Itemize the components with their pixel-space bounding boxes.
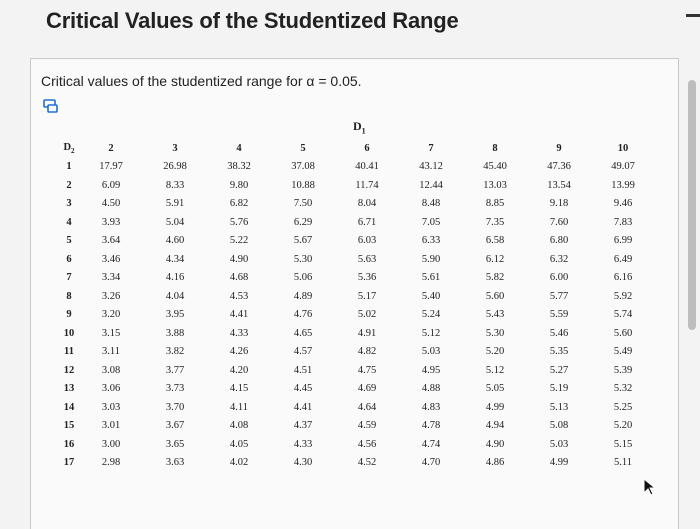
- table-cell: 5.03: [549, 438, 569, 450]
- table-row: [59, 195, 655, 214]
- table-cell: 4.15: [229, 383, 249, 395]
- mouse-pointer-icon: [643, 478, 657, 496]
- row-header: 8: [66, 290, 72, 302]
- table-cell: 9.46: [613, 198, 633, 210]
- row-header: 12: [63, 364, 75, 376]
- row-header: 1: [66, 161, 72, 173]
- table-cell: 4.56: [357, 438, 377, 450]
- table-row: [59, 454, 655, 473]
- table-cell: 5.08: [549, 420, 569, 432]
- table-cell: 4.74: [421, 438, 441, 450]
- header-row: [59, 139, 655, 158]
- table-cell: 5.60: [485, 290, 505, 302]
- table-cell: 4.94: [485, 420, 505, 432]
- table-cell: 4.68: [229, 272, 249, 284]
- table-cell: 4.52: [357, 457, 377, 469]
- table-cell: 6.71: [357, 216, 377, 228]
- table-cell: 4.88: [421, 383, 441, 395]
- table-cell: 5.82: [485, 272, 505, 284]
- table-cell: 4.59: [357, 420, 377, 432]
- table-cell: 13.99: [611, 179, 635, 191]
- table-cell: 5.13: [549, 401, 569, 413]
- row-header: 14: [63, 401, 75, 413]
- table-cell: 6.33: [421, 235, 441, 247]
- table-cell: 4.75: [357, 364, 377, 376]
- table-cell: 4.65: [293, 327, 313, 339]
- table-cell: 5.74: [613, 309, 633, 321]
- table-caption: Critical values of the studentized range for α = 0.05.: [41, 73, 362, 89]
- table-cell: 4.91: [357, 327, 377, 339]
- table-cell: 5.77: [549, 290, 569, 302]
- table-row: [59, 176, 655, 195]
- table-cell: 5.36: [357, 272, 377, 284]
- table-cell: 6.29: [293, 216, 313, 228]
- column-header: 7: [428, 142, 434, 154]
- table-cell: 3.93: [101, 216, 121, 228]
- table-cell: 4.99: [485, 401, 505, 413]
- row-header: 10: [63, 327, 75, 339]
- table-cell: 13.54: [547, 179, 571, 191]
- table-cell: 8.85: [485, 198, 505, 210]
- column-header: 2: [108, 142, 114, 154]
- table-cell: 3.08: [101, 364, 121, 376]
- table-cell: 6.58: [485, 235, 505, 247]
- table-cell: 6.99: [613, 235, 633, 247]
- table-cell: 5.32: [613, 383, 633, 395]
- studentized-range-table: [59, 139, 655, 472]
- table-cell: 6.12: [485, 253, 505, 265]
- table-cell: 6.00: [549, 272, 569, 284]
- table-cell: 37.08: [291, 161, 315, 173]
- table-cell: 4.99: [549, 457, 569, 469]
- table-cell: 3.01: [101, 420, 121, 432]
- table-cell: 3.15: [101, 327, 121, 339]
- table-cell: 6.16: [613, 272, 633, 284]
- table-cell: 4.64: [357, 401, 377, 413]
- table-row: [59, 287, 655, 306]
- table-cell: 6.49: [613, 253, 633, 265]
- table-cell: 5.12: [421, 327, 441, 339]
- table-cell: 4.60: [165, 235, 185, 247]
- table-cell: 5.20: [485, 346, 505, 358]
- table-cell: 5.30: [293, 253, 313, 265]
- table-cell: 3.64: [101, 235, 121, 247]
- row-header: 17: [63, 457, 75, 469]
- table-cell: 5.67: [293, 235, 313, 247]
- table-row: [59, 435, 655, 454]
- table-cell: 40.41: [355, 161, 379, 173]
- row-header: 13: [63, 383, 75, 395]
- table-cell: 6.09: [101, 179, 121, 191]
- table-cell: 4.41: [229, 309, 249, 321]
- copy-icon[interactable]: [43, 99, 59, 113]
- table-row: [59, 324, 655, 343]
- table-cell: 4.04: [165, 290, 185, 302]
- table-cell: 4.05: [229, 438, 249, 450]
- table-cell: 5.49: [613, 346, 633, 358]
- table-cell: 47.36: [547, 161, 571, 173]
- row-header: 5: [66, 235, 72, 247]
- table-cell: 5.06: [293, 272, 313, 284]
- table-cell: 4.33: [229, 327, 249, 339]
- table-cell: 3.00: [101, 438, 121, 450]
- table-cell: 5.27: [549, 364, 569, 376]
- row-header: 16: [63, 438, 75, 450]
- table-cell: 5.30: [485, 327, 505, 339]
- table-cell: 10.88: [291, 179, 315, 191]
- row-header: 6: [66, 253, 72, 265]
- table-cell: 5.11: [614, 457, 632, 469]
- table-cell: 4.90: [485, 438, 505, 450]
- table-cell: 8.48: [421, 198, 441, 210]
- table-cell: 4.69: [357, 383, 377, 395]
- table-cell: 3.63: [165, 457, 185, 469]
- table-cell: 3.88: [165, 327, 185, 339]
- table-cell: 2.98: [101, 457, 121, 469]
- table-cell: 5.63: [357, 253, 377, 265]
- table-row: [59, 398, 655, 417]
- table-cell: 5.59: [549, 309, 569, 321]
- table-cell: 7.35: [485, 216, 505, 228]
- row-header: 7: [66, 272, 72, 284]
- table-cell: 5.76: [229, 216, 249, 228]
- column-header: 5: [300, 142, 306, 154]
- table-cell: 3.34: [101, 272, 121, 284]
- table-cell: 5.24: [421, 309, 441, 321]
- table-cell: 4.83: [421, 401, 441, 413]
- table-cell: 17.97: [99, 161, 123, 173]
- table-cell: 8.33: [165, 179, 185, 191]
- table-cell: 3.46: [101, 253, 121, 265]
- table-panel: [30, 58, 679, 529]
- row-header: 11: [64, 346, 74, 358]
- table-row: [59, 158, 655, 177]
- table-cell: 3.73: [165, 383, 185, 395]
- table-cell: 7.05: [421, 216, 441, 228]
- table-cell: 49.07: [611, 161, 635, 173]
- table-cell: 5.05: [485, 383, 505, 395]
- table-cell: 5.04: [165, 216, 185, 228]
- row-header: 2: [66, 179, 72, 191]
- table-cell: 4.57: [293, 346, 313, 358]
- column-header: 8: [492, 142, 498, 154]
- table-cell: 7.50: [293, 198, 313, 210]
- window-edge-dash: [686, 14, 700, 17]
- table-cell: 3.77: [165, 364, 185, 376]
- table-cell: 5.61: [421, 272, 441, 284]
- table-row: [59, 213, 655, 232]
- table-cell: 3.65: [165, 438, 185, 450]
- table-row: [59, 269, 655, 288]
- table-row: [59, 417, 655, 436]
- d1-super-header: $D_1$: [353, 119, 366, 136]
- table-cell: 9.80: [229, 179, 249, 191]
- table-cell: 7.60: [549, 216, 569, 228]
- table-row: [59, 343, 655, 362]
- table-cell: 5.91: [165, 198, 185, 210]
- table-cell: 4.89: [293, 290, 313, 302]
- table-cell: 5.12: [485, 364, 505, 376]
- row-header: 3: [66, 198, 72, 210]
- table-cell: 38.32: [227, 161, 251, 173]
- table-cell: 3.06: [101, 383, 121, 395]
- column-header: 9: [556, 142, 562, 154]
- table-cell: 4.90: [229, 253, 249, 265]
- table-cell: 6.32: [549, 253, 569, 265]
- table-cell: 4.16: [165, 272, 185, 284]
- table-cell: 5.90: [421, 253, 441, 265]
- table-cell: 4.02: [229, 457, 249, 469]
- table-cell: 5.02: [357, 309, 377, 321]
- table-cell: 3.03: [101, 401, 121, 413]
- row-header: 4: [66, 216, 72, 228]
- table-cell: 5.60: [613, 327, 633, 339]
- table-cell: 4.33: [293, 438, 313, 450]
- table-cell: 6.82: [229, 198, 249, 210]
- table-cell: 4.53: [229, 290, 249, 302]
- table-cell: 4.20: [229, 364, 249, 376]
- table-cell: 13.03: [483, 179, 507, 191]
- table-cell: 3.11: [102, 346, 120, 358]
- table-cell: 4.95: [421, 364, 441, 376]
- table-cell: 5.19: [549, 383, 569, 395]
- table-cell: 4.82: [357, 346, 377, 358]
- table-row: [59, 306, 655, 325]
- column-header: 6: [364, 142, 370, 154]
- row-header: 9: [66, 309, 72, 321]
- table-cell: 43.12: [419, 161, 443, 173]
- table-cell: 3.70: [165, 401, 185, 413]
- table-cell: 4.30: [293, 457, 313, 469]
- column-header: 4: [236, 142, 242, 154]
- table-cell: 9.18: [549, 198, 569, 210]
- table-cell: 4.41: [293, 401, 313, 413]
- table-cell: 4.51: [293, 364, 313, 376]
- table-cell: 5.17: [357, 290, 377, 302]
- table-row: [59, 380, 655, 399]
- table-cell: 5.92: [613, 290, 633, 302]
- table-cell: 5.40: [421, 290, 441, 302]
- table-cell: 3.82: [165, 346, 185, 358]
- table-cell: 5.46: [549, 327, 569, 339]
- page-title: Critical Values of the Studentized Range: [46, 8, 459, 33]
- table-cell: 45.40: [483, 161, 507, 173]
- table-cell: 4.45: [293, 383, 313, 395]
- table-cell: 5.03: [421, 346, 441, 358]
- table-cell: 4.86: [485, 457, 505, 469]
- table-cell: 4.76: [293, 309, 313, 321]
- table-cell: 4.08: [229, 420, 249, 432]
- row-header-label: $D_2$: [63, 141, 75, 155]
- table-cell: 26.98: [163, 161, 187, 173]
- table-cell: 3.95: [165, 309, 185, 321]
- table-cell: 5.35: [549, 346, 569, 358]
- table-cell: 4.70: [421, 457, 441, 469]
- table-cell: 4.26: [229, 346, 249, 358]
- table-cell: 8.04: [357, 198, 377, 210]
- table-cell: 4.50: [101, 198, 121, 210]
- table-row: [59, 361, 655, 380]
- table-row: [59, 232, 655, 251]
- table-cell: 3.26: [101, 290, 121, 302]
- table-cell: 4.78: [421, 420, 441, 432]
- table-cell: 5.15: [613, 438, 633, 450]
- table-row: [59, 250, 655, 269]
- table-cell: 4.37: [293, 420, 313, 432]
- column-header: 10: [617, 142, 629, 154]
- table-cell: 6.03: [357, 235, 377, 247]
- table-cell: 5.39: [613, 364, 633, 376]
- table-cell: 5.20: [613, 420, 633, 432]
- table-cell: 7.83: [613, 216, 633, 228]
- table-cell: 4.34: [165, 253, 185, 265]
- column-header: 3: [172, 142, 178, 154]
- table-cell: 12.44: [419, 179, 443, 191]
- table-cell: 3.67: [165, 420, 185, 432]
- table-cell: 5.22: [229, 235, 249, 247]
- table-cell: 3.20: [101, 309, 121, 321]
- table-cell: 11.74: [355, 179, 379, 191]
- table-cell: 6.80: [549, 235, 569, 247]
- table-cell: 5.25: [613, 401, 633, 413]
- table-cell: 4.11: [230, 401, 248, 413]
- table-cell: 5.43: [485, 309, 505, 321]
- scrollbar[interactable]: [688, 80, 696, 330]
- row-header: 15: [63, 420, 75, 432]
